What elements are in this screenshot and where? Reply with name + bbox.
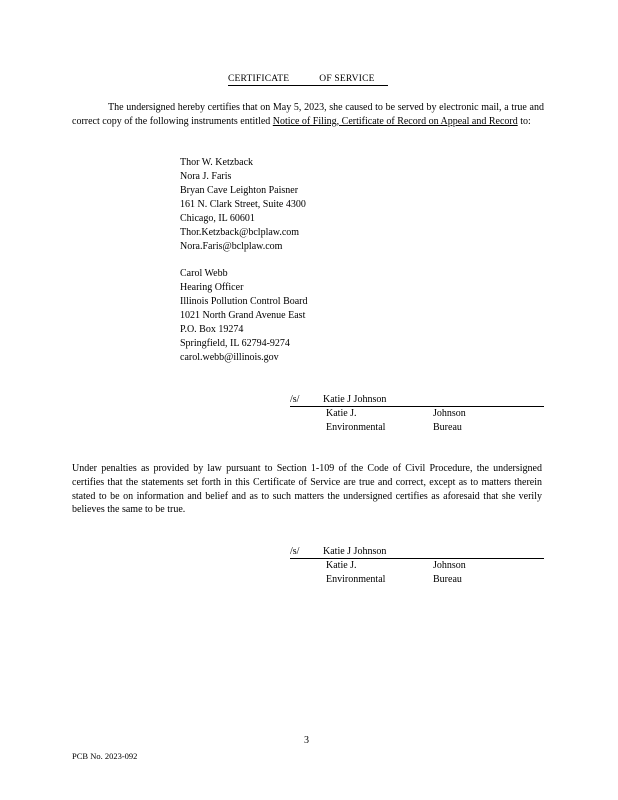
signature-line bbox=[290, 393, 544, 407]
intro-end: to: bbox=[517, 115, 531, 127]
page-title bbox=[228, 74, 388, 86]
signature-line bbox=[290, 545, 544, 559]
address-line: Hearing Officer bbox=[180, 282, 244, 293]
signer-name-right: Johnson bbox=[433, 408, 466, 419]
signed-name: Katie J Johnson bbox=[323, 394, 387, 405]
email-line: carol.webb@illinois.gov bbox=[180, 352, 279, 363]
signer-org-right: Bureau bbox=[433, 573, 462, 585]
address-line: Carol Webb bbox=[180, 268, 228, 279]
signature-prefix: /s/ bbox=[290, 394, 300, 405]
signer-name-left: Katie J. bbox=[326, 408, 357, 419]
address-line: Thor W. Ketzback bbox=[180, 157, 254, 168]
signer-org-left: Environmental bbox=[326, 421, 386, 433]
email-line: Nora.Faris@bclplaw.com bbox=[180, 241, 283, 252]
address-line: P.O. Box 19274 bbox=[180, 324, 244, 335]
signer-org-left: Environmental bbox=[326, 573, 386, 585]
intro-paragraph bbox=[72, 101, 544, 128]
signer-name-row bbox=[326, 559, 544, 573]
address-line: Chicago, IL 60601 bbox=[180, 213, 255, 224]
address-line: Bryan Cave Leighton Paisner bbox=[180, 185, 299, 196]
case-number-footer: PCB No. 2023-092 bbox=[72, 751, 138, 761]
address-line: 1021 North Grand Avenue East bbox=[180, 310, 306, 321]
signer-org-row bbox=[326, 421, 544, 435]
email-line: Thor.Ketzback@bclplaw.com bbox=[180, 227, 300, 238]
address-line: Illinois Pollution Control Board bbox=[180, 296, 308, 307]
address-line: Springfield, IL 62794-9274 bbox=[180, 338, 290, 349]
signed-name: Katie J Johnson bbox=[323, 546, 387, 557]
title-part-1: CERTIFICATE bbox=[228, 74, 290, 84]
signature-prefix: /s/ bbox=[290, 546, 300, 557]
penalty-paragraph: Under penalties as provided by law pursuant to Section 1-109 of the Code of Civil Procedure, the undersigned certifies that the statements set forth in this Certificate of Service are true and correct, except as to matters therein stated to be on information and belief and as to such matters the undersigned certifies as aforesaid that she verily believes the same to be true. bbox=[72, 463, 542, 516]
signer-org-row bbox=[326, 573, 544, 587]
address-line: 161 N. Clark Street, Suite 4300 bbox=[180, 199, 306, 210]
signature-block-2 bbox=[290, 545, 544, 586]
signer-name-row bbox=[326, 407, 544, 421]
recipient-address-1 bbox=[180, 156, 306, 254]
signer-name-left: Katie J. bbox=[326, 560, 357, 571]
signer-org-right: Bureau bbox=[433, 421, 462, 433]
signer-name-right: Johnson bbox=[433, 560, 466, 571]
address-line: Nora J. Faris bbox=[180, 171, 232, 182]
recipient-address-2 bbox=[180, 267, 308, 365]
intro-text: The undersigned hereby certifies that on May 5, 2023, she caused to be served by electronic mail, a true and correct copy of the following instruments entitled bbox=[72, 102, 544, 127]
page-number: 3 bbox=[304, 735, 309, 746]
title-part-2: OF SERVICE bbox=[319, 74, 375, 84]
signature-block-1 bbox=[290, 393, 544, 434]
instrument-titles: Notice of Filing, Certificate of Record on Appeal and Record bbox=[272, 115, 518, 127]
